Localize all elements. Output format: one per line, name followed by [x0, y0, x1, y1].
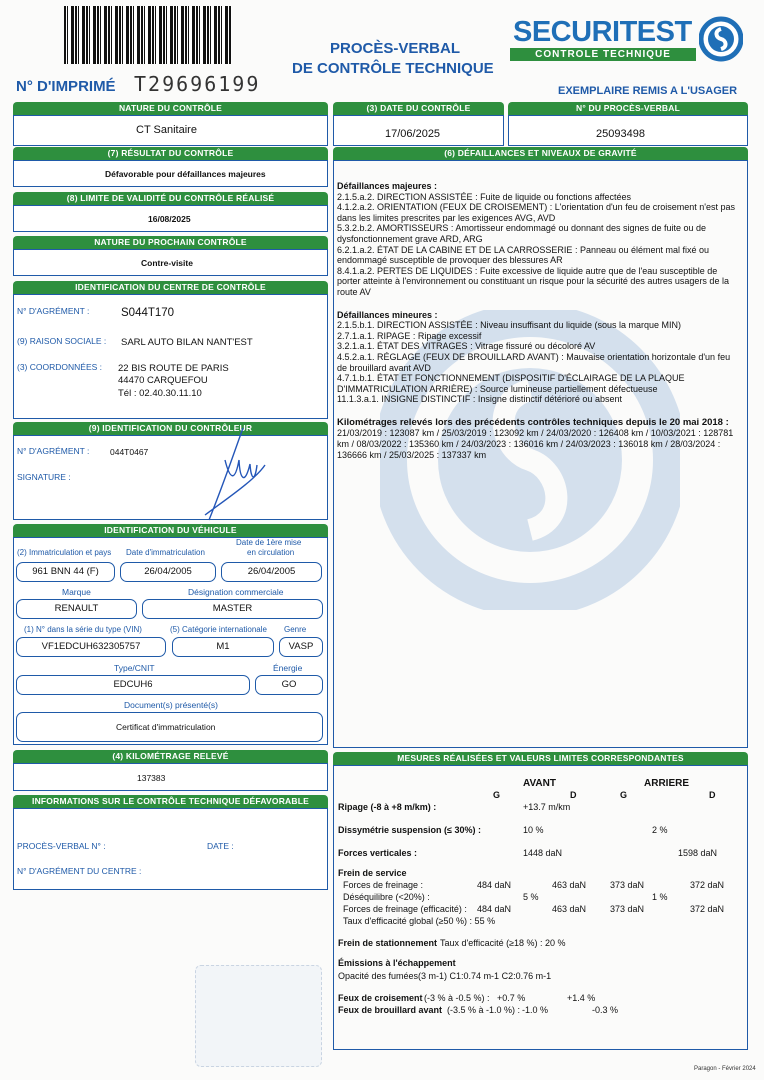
validite-value: 16/08/2025 [148, 214, 191, 224]
desequilibre-label: Déséquilibre (<20%) : [343, 892, 430, 902]
frein-stat-value: Taux d'efficacité (≥18 %) : 20 % [440, 938, 566, 948]
dissym-label: Dissymétrie suspension (≤ 30%) : [338, 825, 481, 835]
opacite: Opacité des fumées(3 m-1) C1:0.74 m-1 C2:0.76 m-1 [338, 971, 552, 981]
d-arriere: D [709, 790, 716, 800]
arriere-label: ARRIERE [644, 778, 690, 789]
mineures-title: Défaillances mineures : [337, 309, 438, 320]
date-mise-field: 26/04/2005 [221, 562, 322, 582]
feux-crois-label: Feux de croisement [338, 993, 423, 1003]
date-mise-label-2: en circulation [247, 548, 295, 557]
validite-header: (8) LIMITE DE VALIDITÉ DU CONTRÔLE RÉALISÉ [13, 192, 328, 205]
majeure-item: 6.2.1.a.2. ÉTAT DE LA CABINE ET DE LA CARROSSERIE : Panneau ou élément mal fixé ou endommagé susceptible de provoquer des blessures AR [337, 244, 710, 266]
ff-ard: 372 daN [690, 880, 725, 890]
immat-label: (2) Immatriculation et pays [17, 548, 112, 557]
def-pv-label: PROCÈS-VERBAL N° : [17, 841, 106, 851]
categorie-field: M1 [172, 637, 274, 657]
energie-field: GO [255, 675, 323, 695]
vehicule-header: IDENTIFICATION DU VÉHICULE [13, 524, 328, 537]
km-history-values: 21/03/2019 : 123087 km / 25/03/2019 : 123092 km / 24/03/2020 : 126408 km / 10/03/2021 : 128781 km / 08/03/2022 : 135360 km / 24/03/2023 : 136016 km / 24/03/2023 : 136018 km / 28/03/2024 : 136666 km / 25/03/2025 : 137337 km [337, 428, 734, 460]
mineure-item: 4.7.1.b.1. ÉTAT ET FONCTIONNEMENT (DISPOSITIF D'ÉCLAIRAGE DE LA PLAQUE D'IMMATRICULATION ARRIÈRE) : Source lumineuse partiellement défectueuse [337, 373, 685, 394]
ripage-value: +13.7 m/km [523, 802, 571, 812]
barcode [64, 6, 232, 64]
controleur-header: (9) IDENTIFICATION DU CONTRÔLEUR [13, 422, 328, 435]
imprime-label: N° D'IMPRIMÉ [16, 78, 116, 95]
vin-label: (1) N° dans la série du type (VIN) [24, 625, 142, 634]
footer-text: Paragon - Février 2024 [694, 1066, 756, 1072]
km-box [13, 763, 328, 791]
centre-addr2: 44470 CARQUEFOU [118, 375, 208, 386]
feux-brouil-limits: (-3.5 % à -1.0 %) : [447, 1005, 521, 1015]
resultat-header: (7) RÉSULTAT DU CONTRÔLE [13, 147, 328, 160]
vin-field: VF1EDCUH632305757 [16, 637, 166, 657]
ff-eff-label: Forces de freinage (efficacité) : [343, 904, 467, 914]
nature-value: CT Sanitaire [136, 124, 197, 136]
feux-crois-ar: +1.4 % [567, 993, 596, 1003]
mineure-item: 4.5.2.a.1. RÉGLAGE (FEUX DE BROUILLARD AVANT) : Mauvaise orientation horizontale d'un feu de brouillard avant AVD [337, 351, 731, 373]
marque-field: RENAULT [16, 599, 137, 619]
signature-label: SIGNATURE : [17, 472, 71, 482]
mineure-item: 2.7.1.a.1. RIPAGE : Ripage excessif [337, 330, 482, 341]
emissions-label: Émissions à l'échappement [338, 958, 456, 968]
feux-brouil-ar: -0.3 % [592, 1005, 619, 1015]
genre-field: VASP [279, 637, 323, 657]
majeure-item: 4.1.2.a.2. ORIENTATION (FEUX DE CROISEMENT) : L'orientation d'un feu de croisement n'est pas dans les limites prescrites par les exigences AVG, AVD [337, 202, 735, 223]
exemplaire-label: EXEMPLAIRE REMIS A L'USAGER [558, 85, 738, 97]
taux-global: Taux d'efficacité global (≥50 %) : 55 % [343, 916, 496, 926]
ffe-arg: 373 daN [610, 904, 645, 914]
ffe-ard: 372 daN [690, 904, 725, 914]
ff-avg: 484 daN [477, 880, 512, 890]
date-value: 17/06/2025 [385, 128, 441, 140]
feux-brouil-label: Feux de brouillard avant [338, 1005, 443, 1015]
date-immat-field: 26/04/2005 [120, 562, 216, 582]
ffe-avg: 484 daN [477, 904, 512, 914]
deseq-av: 5 % [523, 892, 539, 902]
energie-label: Énergie [273, 663, 303, 673]
avant-label: AVANT [523, 778, 556, 789]
date-immat-label: Date d'immatriculation [126, 548, 205, 557]
d-avant: D [570, 790, 577, 800]
g-avant: G [493, 790, 501, 800]
nature-header: NATURE DU CONTRÔLE [13, 102, 328, 115]
forces-v-label: Forces verticales : [338, 848, 418, 858]
centre-header: IDENTIFICATION DU CENTRE DE CONTRÔLE [13, 281, 328, 294]
majeures-title: Défaillances majeures : [337, 181, 438, 191]
designation-label: Désignation commerciale [188, 587, 284, 597]
def-agrement-label: N° D'AGRÉMENT DU CENTRE : [17, 866, 142, 876]
date-mise-label-1: Date de 1ère mise [236, 538, 302, 547]
majeure-item: 8.4.1.a.2. PERTES DE LIQUIDES : Fuite excessive de liquide autre que de l'eau susceptible de porter atteinte à l'environnement ou constituant un risque pour la sécurité des autres usagers de la route AV [337, 265, 729, 297]
mineure-item: 11.1.3.a.1. INSIGNE DISTINCTIF : Insigne distinctif détérioré ou absent [337, 394, 622, 405]
majeure-item: 2.1.5.a.2. DIRECTION ASSISTÉE : Fuite de liquide ou fonctions affectées [337, 191, 631, 202]
ffe-avd: 463 daN [552, 904, 587, 914]
controleur-agrement: 044T0467 [110, 447, 149, 457]
mineure-item: 2.1.5.b.1. DIRECTION ASSISTÉE : Niveau insuffisant du liquide (sous la marque MIN) [337, 320, 681, 331]
documents-value: Certificat d'immatriculation [116, 722, 216, 732]
title-line1: PROCÈS-VERBAL [330, 40, 461, 57]
marque-label: Marque [62, 587, 91, 597]
majeure-item: 5.3.2.b.2. AMORTISSEURS : Amortisseur endommagé ou donnant des signes de fuite ou de dysfonctionnement grave ARD, ARG [337, 223, 707, 244]
brand-logo-icon [699, 15, 743, 63]
centre-raison: SARL AUTO BILAN NANT'EST [121, 337, 253, 348]
date-header: (3) DATE DU CONTRÔLE [333, 102, 504, 115]
imprime-number: T29696199 [134, 72, 261, 96]
centre-coord-label: (3) COORDONNÉES : [17, 362, 103, 372]
documents-label: Document(s) présenté(s) [124, 700, 219, 710]
prochain-value: Contre-visite [141, 258, 193, 268]
feux-brouil-av: -1.0 % [522, 1005, 549, 1015]
type-field: EDCUH6 [16, 675, 250, 695]
signature-scribble [195, 420, 275, 530]
stamp-area [195, 965, 322, 1067]
immat-field: 961 BNN 44 (F) [16, 562, 115, 582]
genre-label: Genre [284, 625, 307, 634]
majeures-list [337, 192, 739, 298]
km-header: (4) KILOMÉTRAGE RELEVÉ [13, 750, 328, 763]
forces-v-av: 1448 daN [523, 848, 563, 858]
centre-tel: Tél : 02.40.30.11.10 [118, 388, 202, 399]
prochain-header: NATURE DU PROCHAIN CONTRÔLE [13, 236, 328, 249]
ripage-label: Ripage (-8 à +8 m/km) : [338, 802, 437, 812]
controleur-agrement-label: N° D'AGRÉMENT : [17, 446, 90, 456]
mineures-list [337, 320, 739, 405]
deseq-ar: 1 % [652, 892, 668, 902]
km-history [337, 417, 739, 460]
centre-agrement-label: N° D'AGRÉMENT : [17, 306, 90, 316]
brand-logo-text: SECURITEST [513, 16, 692, 48]
feux-crois-limits: (-3 % à -0.5 %) : [424, 993, 490, 1003]
def-date-label: DATE : [207, 841, 234, 851]
categorie-label: (5) Catégorie internationale [170, 625, 267, 634]
mesures-header: MESURES RÉALISÉES ET VALEURS LIMITES CORRESPONDANTES [333, 752, 748, 765]
feux-crois-av: +0.7 % [497, 993, 526, 1003]
dissym-ar: 2 % [652, 825, 668, 835]
pv-header: N° DU PROCÈS-VERBAL [508, 102, 748, 115]
defavorable-header: INFORMATIONS SUR LE CONTRÔLE TECHNIQUE DÉFAVORABLE [13, 795, 328, 808]
defaillances-content [337, 181, 739, 460]
g-arriere: G [620, 790, 628, 800]
resultat-value: Défavorable pour défaillances majeures [105, 169, 266, 179]
forces-freinage-label: Forces de freinage : [343, 880, 424, 890]
forces-v-ar: 1598 daN [678, 848, 718, 858]
frein-stat-label: Frein de stationnement [338, 938, 438, 948]
designation-field: MASTER [142, 599, 323, 619]
dissym-av: 10 % [523, 825, 544, 835]
title-line2: DE CONTRÔLE TECHNIQUE [292, 60, 494, 77]
centre-addr1: 22 BIS ROUTE DE PARIS [118, 363, 229, 374]
km-value: 137383 [137, 773, 166, 783]
centre-agrement: S044T170 [121, 307, 175, 319]
type-label: Type/CNIT [114, 663, 155, 673]
pv-value: 25093498 [596, 128, 645, 140]
km-history-title: Kilométrages relevés lors des précédents contrôles techniques depuis le 20 mai 2018 : [337, 416, 729, 428]
mineure-item: 3.2.1.a.1. ÉTAT DES VITRAGES : Vitrage fissuré ou décoloré AV [337, 341, 596, 352]
brand-subtitle: CONTROLE TECHNIQUE [510, 48, 696, 61]
centre-raison-label: (9) RAISON SOCIALE : [17, 336, 107, 346]
frein-service-label: Frein de service [338, 868, 407, 878]
ff-avd: 463 daN [552, 880, 587, 890]
defaillances-header: (6) DÉFAILLANCES ET NIVEAUX DE GRAVITÉ [333, 147, 748, 160]
ff-arg: 373 daN [610, 880, 645, 890]
